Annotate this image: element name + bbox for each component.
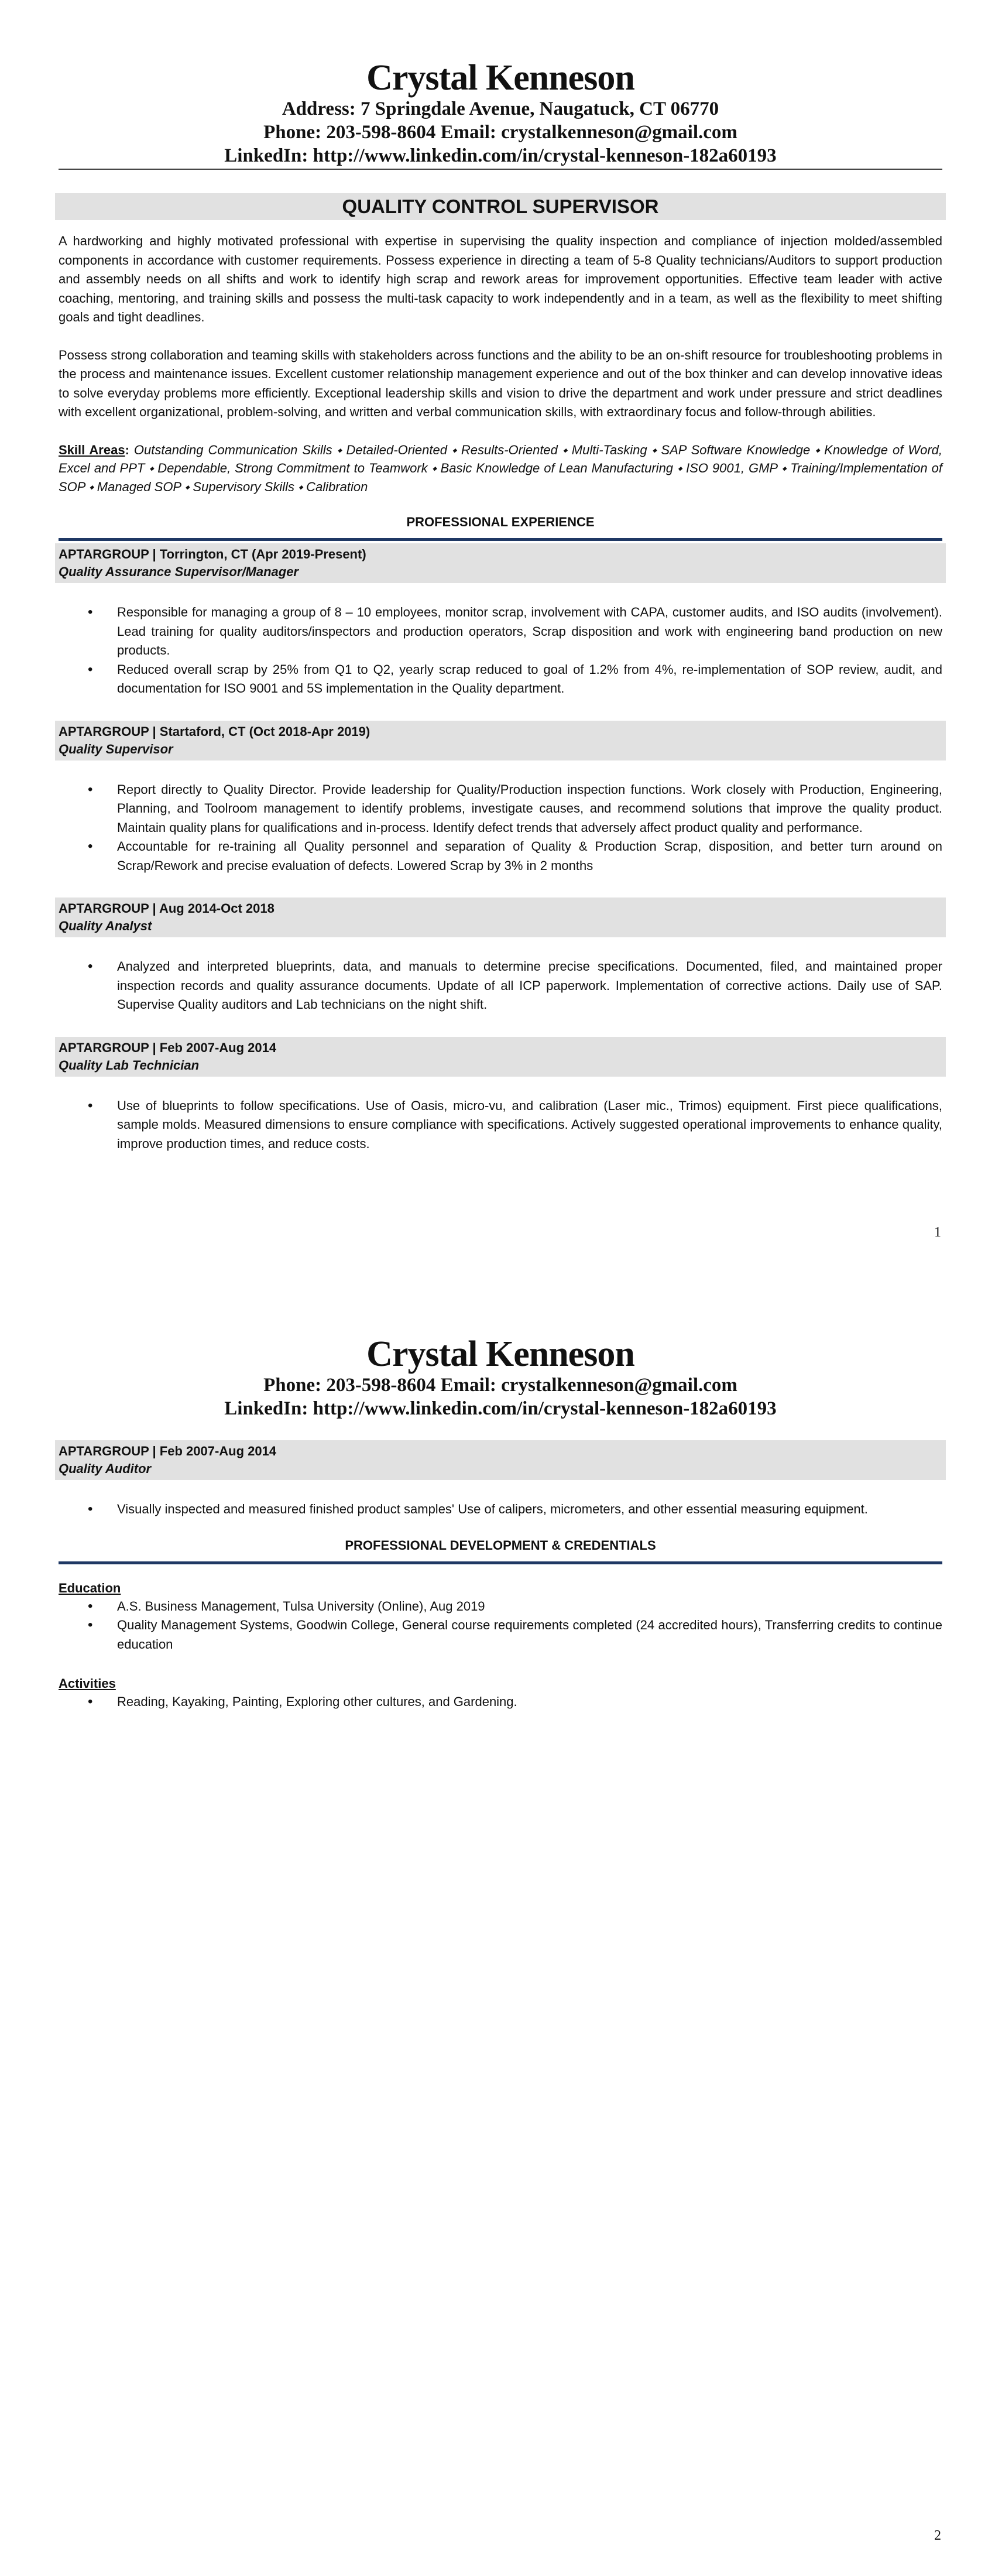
job-role: Quality Assurance Supervisor/Manager — [59, 564, 298, 579]
skill-areas: Skill Areas: Outstanding Communication Skills ⬩ Detailed-Oriented ⬩ Results-Oriented ⬩ Multi-Tasking ⬩ SAP Software Knowledge ⬩ Knowledge of Word, Excel and PPT ⬩ Dependable, Strong Commitment to Teamwork ⬩ Basic Knowledge of Lean Manufacturing ⬩ ISO 9001, GMP ⬩ Training/Implementation of SOP ⬩ Managed SOP ⬩ Supervisory Skills ⬩ Calibration — [59, 442, 942, 494]
job-bullets — [59, 1097, 942, 1154]
job-role: Quality Analyst — [59, 919, 152, 933]
list-item: • Reading, Kayaking, Painting, Exploring other cultures, and Gardening. — [59, 1693, 942, 1712]
education-list — [59, 1597, 942, 1654]
development-divider — [59, 1561, 942, 1564]
experience-heading: PROFESSIONAL EXPERIENCE — [406, 515, 595, 529]
job-company: APTARGROUP | Feb 2007-Aug 2014 — [59, 1444, 277, 1458]
page-number: 2 — [934, 2528, 941, 2543]
linkedin-link[interactable]: LinkedIn: http://www.linkedin.com/in/crystal-kenneson-182a60193 — [224, 145, 777, 166]
job-bullets — [59, 1500, 942, 1519]
page-2 — [0, 1288, 995, 2576]
skill-areas-list: Outstanding Communication Skills ⬩ Detailed-Oriented ⬩ Results-Oriented ⬩ Multi-Tasking ⬩ SAP Software Knowledge ⬩ Knowledge of Word, Excel and PPT ⬩ Dependable, Strong Commitment to Teamwork ⬩ Basic Knowledge of Lean Manufacturing ⬩ ISO 9001, GMP ⬩ Training/Implementation of SOP ⬩ Managed SOP ⬩ Supervisory Skills ⬩ Calibration — [59, 442, 942, 494]
job-company: APTARGROUP | Aug 2014-Oct 2018 — [59, 901, 275, 916]
development-heading: PROFESSIONAL DEVELOPMENT & CREDENTIALS — [345, 1537, 656, 1553]
activities-list — [59, 1693, 942, 1712]
job-title-banner: QUALITY CONTROL SUPERVISOR — [55, 193, 946, 220]
summary-paragraph-1: A hardworking and highly motivated professional with expertise in supervising the quality inspection and compliance of injection molded/assembled components in accordance with customer requirements. Possess experience in directing a team of 5-8 Quality technicians/Auditors to support production and assembly needs on all shifts and work to identify high scrap and rework areas for improvement opportunities. Effective team leader with active coaching, mentoring, and training skills and possess the multi-task capacity to work independently and in a team, as well as the flexibility to meet shifting goals and tight deadlines. — [59, 234, 942, 324]
job-company: APTARGROUP | Torrington, CT (Apr 2019-Present) — [59, 547, 366, 561]
summary-paragraph-2: Possess strong collaboration and teaming skills with stakeholders across functions and the ability to be an on-shift resource for troubleshooting problems in the process and maintenance issues. Excellent customer relationship management experience and out of the box thinker and can develop innovative ideas to solve everyday problems more efficiently. Exceptional leadership skills and vision to drive the department and work under pressure and strict deadlines with excellent organizational, problem-solving, and written and verbal communication skills, with extraordinary focus and follow-through abilities. — [59, 347, 942, 419]
job-company: APTARGROUP | Startaford, CT (Oct 2018-Apr 2019) — [59, 724, 370, 739]
candidate-name: Crystal Kenneson — [366, 58, 634, 98]
job-header — [55, 721, 946, 761]
linkedin-link[interactable]: LinkedIn: http://www.linkedin.com/in/crystal-kenneson-182a60193 — [224, 1398, 777, 1419]
job-header — [55, 1440, 946, 1480]
list-item: • A.S. Business Management, Tulsa University (Online), Aug 2019 — [59, 1597, 942, 1616]
list-item: • Quality Management Systems, Goodwin College, General course requirements completed (24 accredited hours), Transferring credits to continue education — [59, 1616, 942, 1654]
phone-email: Phone: 203-598-8604 Email: crystalkenneson@gmail.com — [263, 122, 737, 143]
job-bullets — [59, 780, 942, 876]
job-header — [55, 1037, 946, 1077]
address: Address: 7 Springdale Avenue, Naugatuck, CT 06770 — [282, 98, 719, 119]
job-header — [55, 898, 946, 937]
page-number: 1 — [934, 1225, 941, 1240]
header-divider — [59, 169, 942, 170]
candidate-name: Crystal Kenneson — [366, 1334, 634, 1374]
page-1-content — [59, 59, 942, 1153]
education-label: Education — [59, 1580, 121, 1595]
list-item: • Report directly to Quality Director. Provide leadership for Quality/Production inspection functions. Work closely with Production, Engineering, Planning, and Toolroom management to identify problems, investigate causes, and recommend solutions that improve the quality product. Maintain quality plans for qualifications and in-process. Identify defect trends that adversely affect product quality and performance. — [59, 780, 942, 838]
job-company: APTARGROUP | Feb 2007-Aug 2014 — [59, 1040, 277, 1055]
list-item: • Analyzed and interpreted blueprints, data, and manuals to determine precise specifications. Documented, filed, and maintained proper inspection records and quality assurance documents. Update of all ICP paperwork. Implementation of corrective actions. Daily use of SAP. Supervise Quality auditors and Lab technicians on the night shift. — [59, 957, 942, 1015]
job-header — [55, 543, 946, 583]
list-item: • Responsible for managing a group of 8 – 10 employees, monitor scrap, involvement with CAPA, customer audits, and ISO audits (involvement). Lead training for quality auditors/inspectors and production operators, Scrap disposition and work with engineering band production on new products. — [59, 603, 942, 660]
list-item: • Visually inspected and measured finished product samples' Use of calipers, micrometers, and other essential measuring equipment. — [59, 1500, 942, 1519]
list-item: • Use of blueprints to follow specifications. Use of Oasis, micro-vu, and calibration (Laser mic., Trimos) equipment. First piece qualifications, sample molds. Measured dimensions to ensure compliance with specifications. Actively suggested operational improvements to enhance quality, improve production times, and reduce costs. — [59, 1097, 942, 1154]
activities-label: Activities — [59, 1676, 116, 1691]
job-bullets — [59, 957, 942, 1015]
skill-areas-label: Skill Areas — [59, 442, 125, 457]
job-bullets — [59, 603, 942, 698]
page-2-content — [59, 1335, 942, 1712]
list-item: • Reduced overall scrap by 25% from Q1 to Q2, yearly scrap reduced to goal of 1.2% from 4%, re-implementation of SOP review, audit, and documentation for ISO 9001 and 5S implementation in the Quality department. — [59, 660, 942, 698]
job-role: Quality Lab Technician — [59, 1057, 200, 1073]
phone-email: Phone: 203-598-8604 Email: crystalkenneson@gmail.com — [263, 1375, 737, 1396]
list-item: • Accountable for re-training all Quality personnel and separation of Quality & Production Scrap, disposition, and better turn around on Scrap/Rework and precise evaluation of defects. Lowered Scrap by 3% in 2 months — [59, 837, 942, 875]
job-role: Quality Supervisor — [59, 741, 173, 756]
job-role: Quality Auditor — [59, 1461, 152, 1476]
experience-divider — [59, 538, 942, 541]
